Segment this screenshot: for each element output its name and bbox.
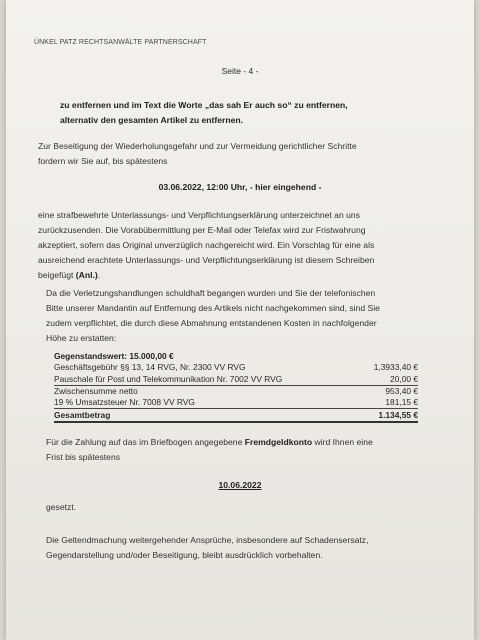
object-value: Gegenstandswert: 15.000,00 €	[54, 351, 174, 362]
cost-row	[54, 374, 418, 386]
cost-label: 19 % Umsatzsteuer Nr. 7008 VV RVG	[54, 397, 359, 409]
paragraph-line: zudem verpflichtet, die durch diese Abmahnung entstandenen Kosten in nachfolgender	[46, 318, 377, 328]
paragraph-line: Da die Verletzungshandlungen schuldhaft begangen wurden und Sie der telefonischen	[46, 288, 376, 298]
attachment-reference: (Anl.)	[75, 270, 98, 280]
paragraph-line: ausreichend erachtete Unterlassungs- und Verpflichtungserklärung ist diesem Schreiben	[38, 255, 375, 265]
paragraph-line: Zur Beseitigung der Wiederholungsgefahr und zur Vermeidung gerichtlicher Schritte	[38, 141, 357, 151]
cost-label: Pauschale für Post und Telekommunikation Nr. 7002 VV RVG	[54, 374, 359, 386]
cost-label: Geschäftsgebühr §§ 13, 14 RVG, Nr. 2300 VV RVG	[54, 362, 246, 373]
cost-total-row	[54, 409, 418, 422]
total-amount: 1.134,55 €	[359, 409, 418, 422]
cost-header-row	[54, 351, 418, 362]
paragraph-line: zurückzusenden. Die Vorabübermittlung per E-Mail oder Telefax wird zur Fristwahrung	[38, 225, 366, 235]
cost-row	[54, 397, 418, 409]
paragraph-line: fordern wir Sie auf, bis spätestens	[38, 156, 168, 166]
page-number: Seite - 4 -	[221, 66, 259, 76]
paragraph-line: eine strafbewehrte Unterlassungs- und Verpflichtungserklärung unterzeichnet an uns	[38, 210, 360, 220]
paragraph-line: Bitte unserer Mandantin auf Entfernung des Artikels nicht nachgekommen sind, sind Sie	[46, 303, 380, 313]
paragraph-line: Die Geltendmachung weitergehender Ansprüche, insbesondere auf Schadensersatz,	[46, 535, 369, 545]
cost-label: Zwischensumme netto	[54, 386, 138, 397]
cost-amount: 1,3933,40 €	[373, 362, 418, 373]
period: .	[97, 270, 101, 280]
paragraph-line: akzeptiert, sofern das Original unverzüglich nachgereicht wird. Ein Vorschlag für eine als	[38, 240, 375, 250]
bold-intro-paragraph	[60, 98, 432, 128]
total-label: Gesamtbetrag	[54, 409, 359, 422]
cost-amount: 181,15 €	[359, 397, 418, 409]
letterhead-firm-name: ÜNKEL PATZ RECHTSANWÄLTE PARTNERSCHAFT	[34, 39, 207, 46]
repetition-paragraph	[38, 139, 438, 169]
payment-text-end: wird Ihnen eine	[314, 437, 373, 447]
cost-table	[54, 351, 418, 423]
set-text: gesetzt.	[46, 502, 77, 512]
payment-text: Für die Zahlung auf das im Briefbogen angegebene	[46, 437, 243, 447]
deadline-1: 03.06.2022, 12:00 Uhr, - hier eingehend -	[158, 182, 322, 192]
bold-intro-line: alternativ den gesamten Artikel zu entfernen.	[60, 115, 244, 125]
reservation-paragraph	[46, 533, 446, 563]
declaration-paragraph	[38, 208, 442, 283]
paragraph-line: Höhe zu erstatten:	[46, 333, 117, 343]
attached-word: beigefügt	[38, 270, 74, 280]
cost-row	[54, 385, 418, 397]
bold-intro-line: zu entfernen und im Text die Worte „das sah Er auch so“ zu entfernen,	[60, 100, 348, 110]
paragraph-line	[38, 268, 442, 283]
payment-paragraph	[46, 435, 446, 465]
paragraph-line	[46, 435, 446, 450]
escrow-account: Fremdgeldkonto	[244, 437, 313, 447]
deadline-2: 10.06.2022	[218, 480, 262, 490]
cost-amount: 20,00 €	[359, 374, 418, 386]
cost-amount: 953,40 €	[385, 386, 418, 397]
document-page	[6, 0, 474, 640]
paragraph-line: Frist bis spätestens	[46, 452, 121, 462]
paragraph-line: Gegendarstellung und/oder Beseitigung, bleibt ausdrücklich vorbehalten.	[46, 550, 323, 560]
costs-paragraph	[46, 286, 446, 346]
cost-row	[54, 362, 418, 373]
